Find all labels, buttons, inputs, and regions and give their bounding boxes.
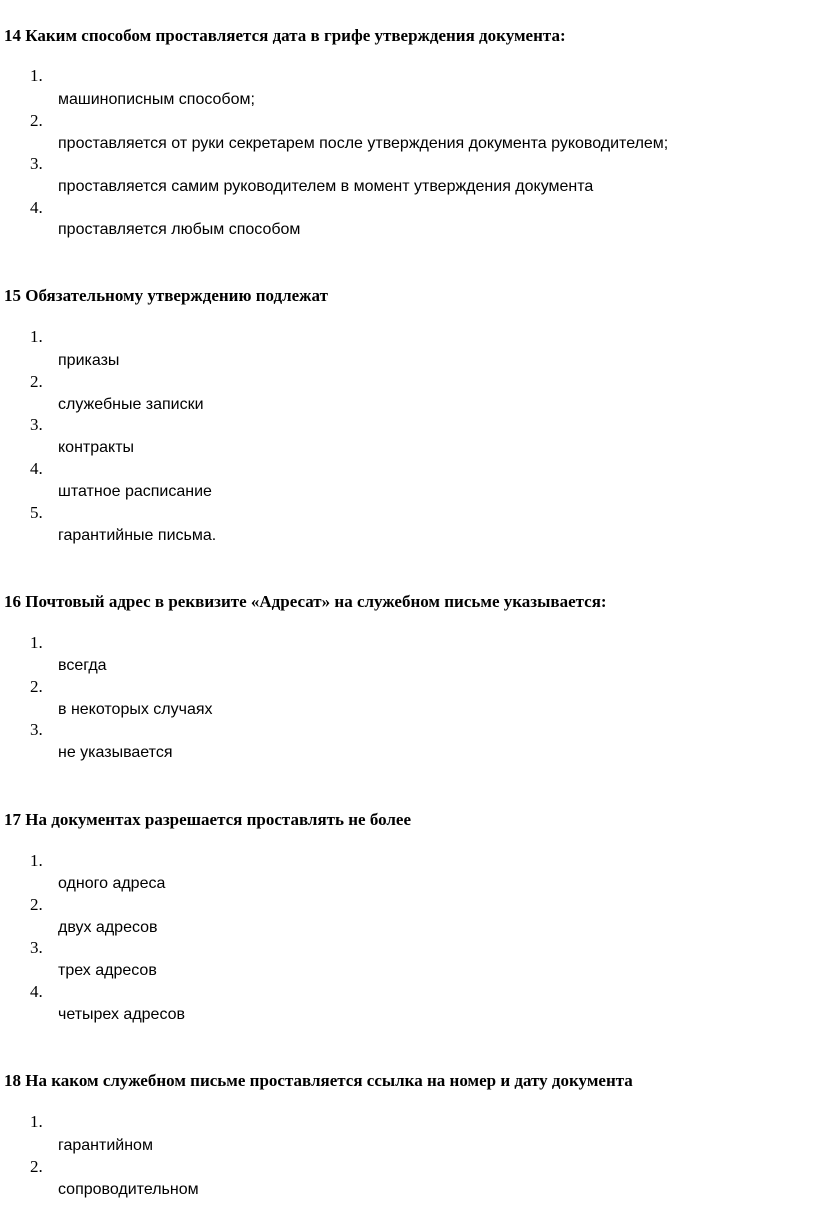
question-16-title: 16 Почтовый адрес в реквизите «Адресат» на служебном письме указывается: [4, 592, 607, 611]
question-15-option-2-text: служебные записки [58, 396, 204, 413]
question-15-option-1-number: 1. [30, 327, 43, 346]
question-14-option-2-number: 2. [30, 111, 43, 130]
question-17-option-1-text: одного адреса [58, 875, 166, 892]
question-17-option-2-text: двух адресов [58, 919, 158, 936]
question-17-option-1-number: 1. [30, 851, 43, 870]
question-16-option-2-number: 2. [30, 677, 43, 696]
question-14-option-1-text: машинописным способом; [58, 91, 255, 108]
question-14-option-3-text: проставляется самим руководителем в момент утверждения документа [58, 178, 594, 195]
question-15-option-5-number: 5. [30, 503, 43, 522]
question-15-option-3-number: 3. [30, 415, 43, 434]
question-15-option-4-text: штатное расписание [58, 483, 212, 500]
question-14-option-3-number: 3. [30, 154, 43, 173]
question-17-option-3-number: 3. [30, 938, 43, 957]
question-17-option-4-text: четырех адресов [58, 1006, 186, 1023]
question-15-option-1-text: приказы [58, 352, 120, 369]
question-17-option-2-number: 2. [30, 895, 43, 914]
question-15-option-5-text: гарантийные письма. [58, 527, 217, 544]
question-16-option-3-number: 3. [30, 720, 43, 739]
question-18-option-2-text: сопроводительном [58, 1181, 199, 1198]
question-17-option-4-number: 4. [30, 982, 43, 1001]
question-14-option-4-number: 4. [30, 198, 43, 217]
question-14-option-2-text: проставляется от руки секретарем после утверждения документа руководителем; [58, 135, 669, 152]
question-15-option-2-number: 2. [30, 372, 43, 391]
question-15-option-3-text: контракты [58, 439, 135, 456]
question-17-title: 17 На документах разрешается проставлять не более [4, 810, 412, 829]
question-14-option-4-text: проставляется любым способом [58, 221, 301, 238]
question-18-option-1-number: 1. [30, 1112, 43, 1131]
question-18-title: 18 На каком служебном письме проставляется ссылка на номер и дату документа [4, 1071, 633, 1090]
question-16-option-3-text: не указывается [58, 744, 173, 761]
question-18-option-1-text: гарантийном [58, 1137, 153, 1154]
question-16-option-1-text: всегда [58, 657, 107, 674]
question-17-option-3-text: трех адресов [58, 962, 157, 979]
question-14-option-1-number: 1. [30, 66, 43, 85]
question-15-title: 15 Обязательному утверждению подлежат [4, 286, 328, 305]
question-18-option-2-number: 2. [30, 1157, 43, 1176]
question-16-option-1-number: 1. [30, 633, 43, 652]
question-14-title: 14 Каким способом проставляется дата в грифе утверждения документа: [4, 26, 566, 45]
question-16-option-2-text: в некоторых случаях [58, 701, 213, 718]
question-15-option-4-number: 4. [30, 459, 43, 478]
